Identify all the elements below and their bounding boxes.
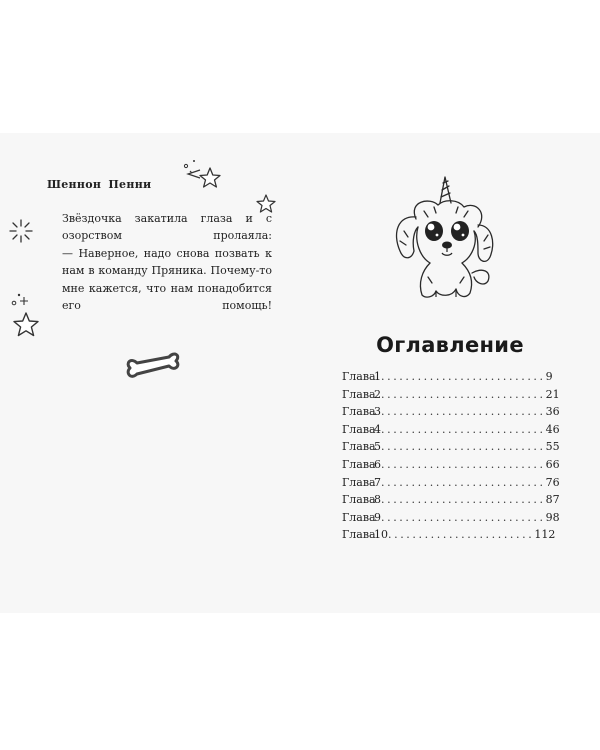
toc-title: Оглавление [376,333,524,357]
sparkle-icon [8,218,34,244]
chapter-number: 7 [374,475,381,489]
dot-leader: ........................... [381,422,546,436]
paragraph-1: Звёздочка закатила глаза и с озорством пролаяла: [62,212,272,243]
chapter-number: 6 [374,457,381,471]
page-number: 55 [545,440,560,454]
page-number: 9 [545,370,553,383]
dot-leader: ........................... [381,493,546,507]
dot-leader: ........................... [381,475,546,489]
chapter-number: 9 [374,510,381,524]
chapter-label: Глава [342,510,376,524]
page-number: 76 [545,475,560,489]
dot-leader: ........................... [381,510,546,524]
unicorn-puppy-icon [378,171,508,303]
toc-entry[interactable] [342,403,560,421]
toc-entry[interactable] [342,491,560,509]
dot-leader: ........................... [381,457,546,471]
eye-right [451,221,469,241]
left-page [0,133,300,613]
chapter-number: 3 [374,405,381,419]
toc-entry[interactable] [342,386,560,404]
chapter-number: 8 [374,493,381,507]
toc-entry[interactable] [342,368,552,386]
table-of-contents [342,368,560,544]
running-header-author: Шеннон Пенни [47,178,152,191]
toc-entry[interactable] [342,438,560,456]
chapter-label: Глава [342,457,376,471]
paragraph-2: — Наверное, надо снова позвать к нам в команду Пряника. Почему-то мне кажется, что нам понадобится его помощь! [62,246,272,313]
toc-entry[interactable] [342,526,556,544]
chapter-number: 10 [374,528,388,542]
chapter-label: Глава [342,405,376,419]
bone-icon [125,351,181,381]
page-number: 21 [545,387,560,401]
dot-leader: ........................... [381,370,546,383]
page-number: 66 [545,457,560,471]
star-icon [255,193,277,215]
chapter-label: Глава [342,493,376,507]
chapter-label: Глава [342,440,376,454]
chapter-number: 4 [374,422,381,436]
page-number: 87 [545,493,560,507]
chapter-label: Глава [342,528,376,542]
chapter-label: Глава [342,475,376,489]
right-page [300,133,600,613]
eye-left [425,221,443,241]
chapter-label: Глава [342,422,376,436]
book-spread [0,133,600,613]
dot-leader: ........................... [381,387,546,401]
chapter-number: 5 [374,440,381,454]
dot-leader: ........................... [381,440,546,454]
page-number: 98 [545,510,560,524]
toc-entry[interactable] [342,509,560,527]
chapter-number: 1 [374,370,381,383]
page-number: 46 [545,422,560,436]
toc-entry[interactable] [342,474,560,492]
page-number: 36 [545,405,560,419]
page-number: 112 [534,528,556,542]
dot-leader: ........................ [388,528,535,542]
chapter-label: Глава [342,387,376,401]
dot-leader: ........................... [381,405,546,419]
toc-entry[interactable] [342,421,560,439]
toc-entry[interactable] [342,456,560,474]
story-excerpt [62,210,272,314]
chapter-label: Глава [342,370,376,383]
chapter-number: 2 [374,387,381,401]
star-icon [180,158,222,194]
star-icon [10,291,46,347]
